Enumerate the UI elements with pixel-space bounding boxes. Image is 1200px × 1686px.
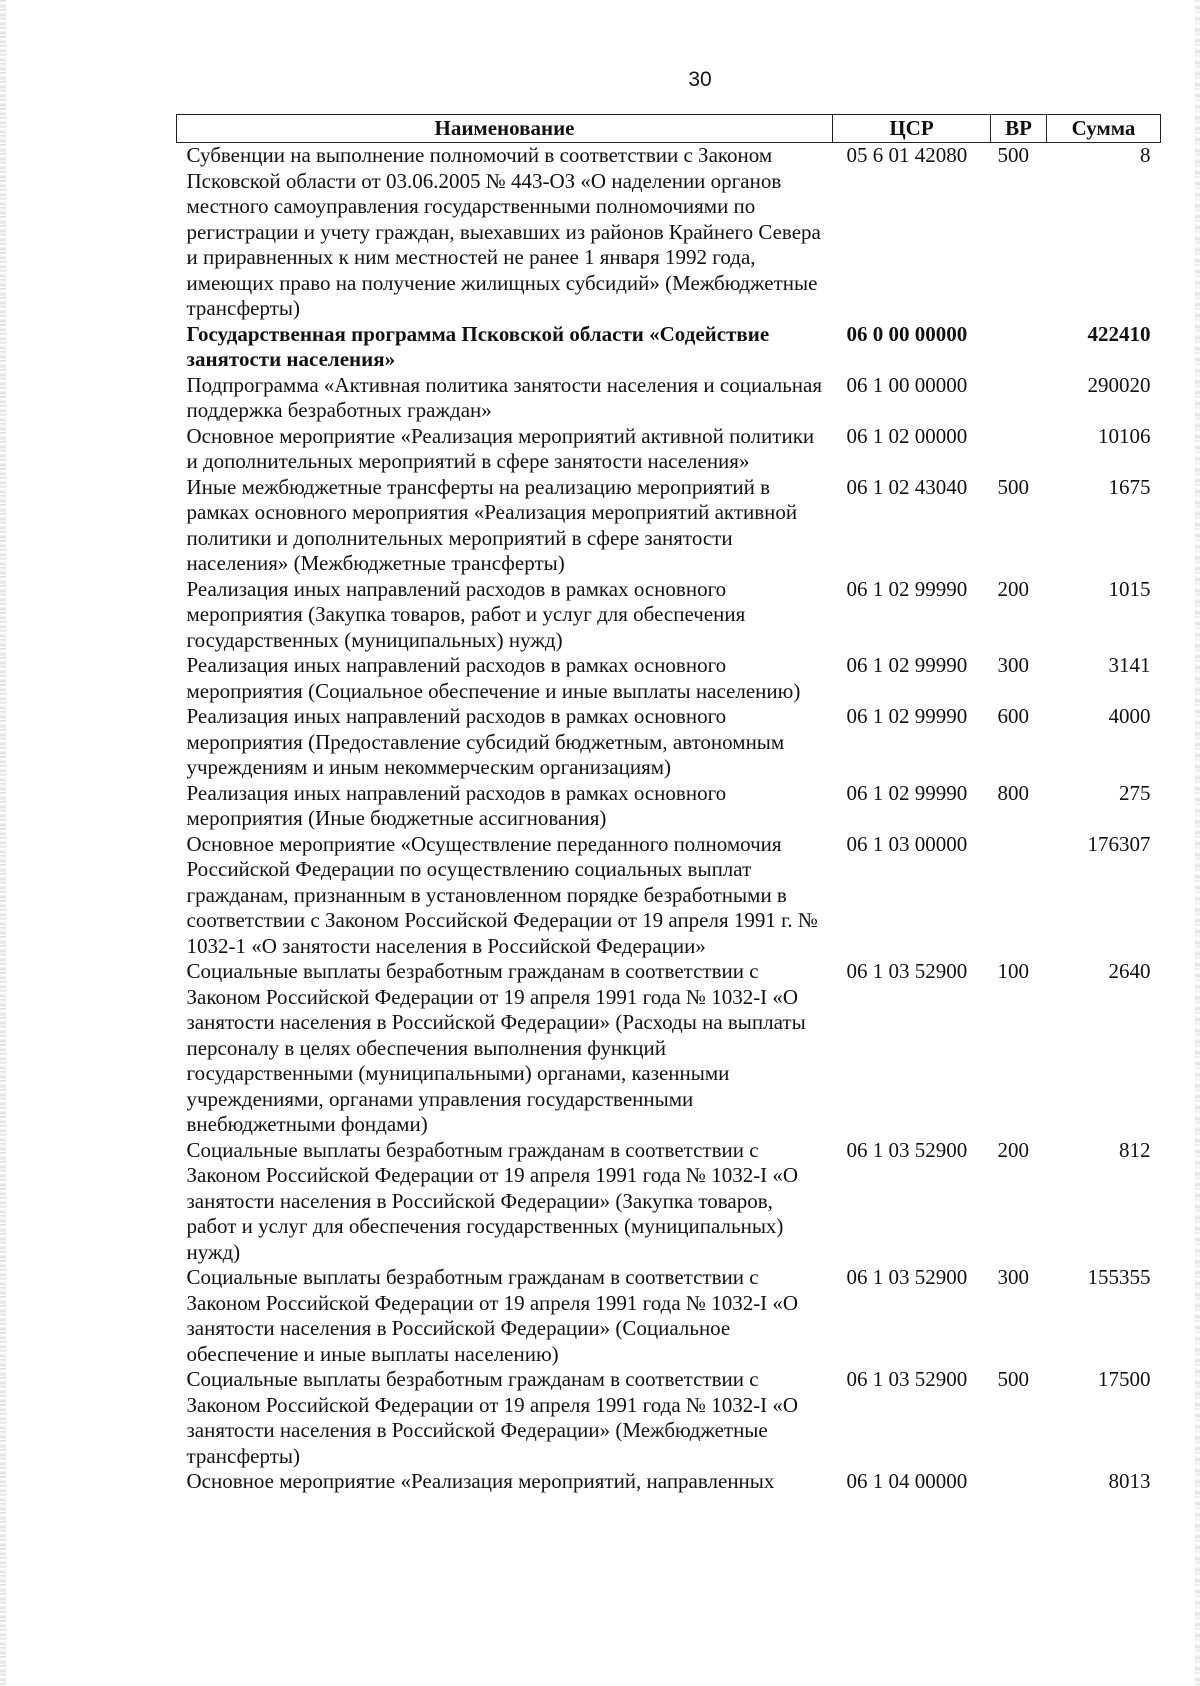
row-csr: 06 1 03 52900 [846,959,968,983]
header-row [177,115,1161,143]
row-sum: 17500 [1098,1367,1151,1391]
row-name: Основное мероприятие «Реализация мероприятий, направленных [186,1469,775,1493]
row-csr: 06 1 03 00000 [846,831,968,856]
scan-edge-left [0,0,6,1686]
table-row [177,704,1161,781]
row-name: Социальные выплаты безработным гражданам в соответствии с Законом Российской Федерации от 19 апреля 1991 года № 1032-I «О занятости населения в Российской Федерации» (Социальное обеспечение и иные выплаты населению) [186,1265,799,1366]
row-name: Основное мероприятие «Осуществление переданного полномочия Российской Федерации по осуществлению социальных выплат гражданам, признанным в установленном порядке безработными в соответствии с Законом Российской Федерации от 19 апреля 1991 г. № 1032-1 «О занятости населения в Российской Федерации» [186,831,818,958]
row-name: Реализация иных направлений расходов в рамках основного мероприятия (Закупка товаров, работ и услуг для обеспечения государственных (муниципальных) нужд) [186,576,746,652]
row-sum: 10106 [1098,423,1151,448]
row-name: Субвенции на выполнение полномочий в соответствии с Законом Псковской области от 03.06.2005 № 443-ОЗ «О наделении органов местного самоуправления государственными полномочиями по регистрации и учету граждан, выехавших из районов Крайнего Севера и приравненных к ним местностей не ранее 1 января 1992 года, имеющих право на получение жилищных субсидий» (Межбюджетные трансферты) [186,143,821,320]
header-vr: ВР [991,115,1047,143]
row-name: Иные межбюджетные трансферты на реализацию мероприятий в рамках основного мероприятия «Реализация мероприятий активной политики и дополнительных мероприятий в сфере занятости населения» (Межбюджетные трансферты) [186,474,798,575]
header-sum: Сумма [1047,115,1161,143]
table-row [177,143,1161,322]
row-csr: 06 1 02 43040 [846,474,968,499]
row-vr: 200 [997,576,1029,601]
table-row [177,322,1161,373]
row-vr: 500 [997,1367,1029,1391]
row-sum: 275 [1119,780,1151,805]
table-row [177,832,1161,960]
table-row [177,475,1161,577]
table-row [177,1138,1161,1266]
row-csr: 06 1 04 00000 [846,1469,968,1493]
row-name: Реализация иных направлений расходов в рамках основного мероприятия (Иные бюджетные ассигнования) [186,780,727,830]
row-name: Подпрограмма «Активная политика занятости населения и социальная поддержка безработных граждан» [186,372,822,422]
row-name: Социальные выплаты безработным гражданам в соответствии с Законом Российской Федерации от 19 апреля 1991 года № 1032-I «О занятости населения в Российской Федерации» (Межбюджетные трансферты) [186,1367,799,1468]
row-name: Реализация иных направлений расходов в рамках основного мероприятия (Социальное обеспечение и иные выплаты населению) [186,653,801,703]
row-vr: 500 [997,143,1029,167]
row-sum: 8013 [1108,1469,1151,1493]
header-name: Наименование [177,115,833,143]
row-sum: 155355 [1087,1265,1151,1289]
table-row [177,1469,1161,1495]
row-sum: 290020 [1087,372,1151,397]
budget-table [176,114,1161,1495]
row-vr: 100 [997,959,1029,983]
table-row [177,653,1161,704]
row-name: Реализация иных направлений расходов в рамках основного мероприятия (Предоставление субсидий бюджетным, автономным учреждениям и иным некоммерческим организациям) [186,704,785,779]
table-row [177,373,1161,424]
row-vr: 200 [997,1137,1029,1162]
table-row [177,424,1161,475]
row-csr: 06 1 02 99990 [846,576,968,601]
row-csr: 06 1 02 99990 [846,653,968,677]
table-body [177,143,1161,1495]
row-vr: 300 [997,1265,1029,1289]
table-row [177,577,1161,654]
row-vr [991,373,1047,424]
row-csr: 06 1 00 00000 [846,372,968,397]
row-vr [991,1469,1047,1495]
row-csr: 06 1 03 52900 [846,1367,968,1391]
row-sum: 4000 [1108,704,1151,728]
row-csr: 06 1 03 52900 [846,1265,968,1289]
row-vr: 500 [997,474,1029,499]
row-name: Социальные выплаты безработным гражданам в соответствии с Законом Российской Федерации от 19 апреля 1991 года № 1032-I «О занятости населения в Российской Федерации» (Закупка товаров, работ и услуг для обеспечения государственных (муниципальных) нужд) [186,1137,799,1264]
table-row [177,1265,1161,1367]
row-csr: 06 1 03 52900 [846,1137,968,1162]
row-csr: 06 1 02 99990 [846,780,968,805]
row-vr [991,832,1047,960]
row-vr [991,424,1047,475]
table-row [177,781,1161,832]
table-row [177,959,1161,1138]
row-csr: 06 1 02 99990 [846,704,968,728]
table-header [177,115,1161,143]
header-csr: ЦСР [833,115,991,143]
row-csr: 05 6 01 42080 [846,143,968,167]
row-csr: 06 0 00 00000 [846,321,968,346]
row-sum: 1015 [1108,576,1151,601]
table-row [177,1367,1161,1469]
row-vr: 600 [997,704,1029,728]
row-csr: 06 1 02 00000 [846,423,968,448]
page-number: 30 [688,68,712,91]
row-name: Социальные выплаты безработным гражданам в соответствии с Законом Российской Федерации от 19 апреля 1991 года № 1032-I «О занятости населения в Российской Федерации» (Расходы на выплаты персоналу в целях обеспечения выполнения функций государственными (муниципальными) органами, казенными учреждениями, органами управления государственными внебюджетными фондами) [186,959,806,1136]
row-sum: 176307 [1087,831,1151,856]
row-name: Государственная программа Псковской области «Содействие занятости населения» [186,321,770,371]
row-name: Основное мероприятие «Реализация мероприятий активной политики и дополнительных мероприятий в сфере занятости населения» [186,423,815,473]
scan-edge-right [1195,0,1200,1686]
row-sum: 3141 [1108,653,1151,677]
row-vr: 300 [997,653,1029,677]
row-vr [991,322,1047,373]
row-sum: 2640 [1108,959,1151,983]
row-sum: 812 [1119,1137,1151,1162]
row-vr: 800 [997,780,1029,805]
row-sum: 8 [1140,143,1151,167]
row-sum: 1675 [1108,474,1151,499]
row-sum: 422410 [1087,321,1151,346]
